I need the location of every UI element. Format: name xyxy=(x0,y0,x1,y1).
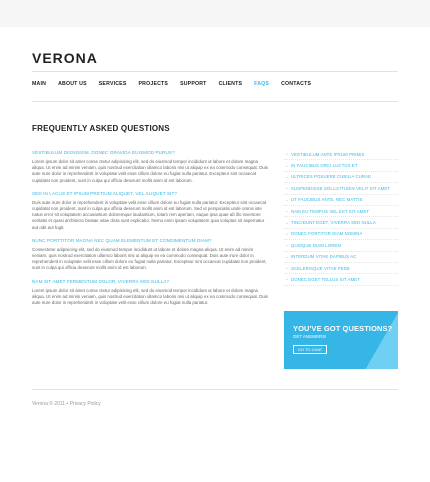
arrow-right-icon: → xyxy=(284,253,289,260)
arrow-right-icon: → xyxy=(284,265,289,272)
nav-services[interactable]: SERVICES xyxy=(98,81,127,87)
sidebar-link[interactable]: → DONEC FORTITOR DIAM NOMINA xyxy=(284,229,398,240)
top-bar xyxy=(0,0,430,27)
nav-faqs[interactable]: FAQS xyxy=(254,81,270,87)
arrow-right-icon: → xyxy=(284,185,289,192)
sidebar-link[interactable]: → SCELERISQUE VITAE PEDE xyxy=(284,263,398,274)
sidebar-link[interactable]: → QUISQUE DIAM LOREM xyxy=(284,240,398,251)
chat-promo-banner xyxy=(284,311,398,369)
page-title: FREQUENTLY ASKED QUESTIONS xyxy=(32,124,170,133)
nav-support[interactable]: SUPPORT xyxy=(180,81,207,87)
sidebar-links xyxy=(284,149,398,286)
arrow-right-icon: → xyxy=(284,208,289,215)
nav-contacts[interactable]: CONTACTS xyxy=(281,81,312,87)
footer-text[interactable]: Verona © 2011 • Privacy Policy xyxy=(32,401,101,407)
arrow-right-icon: → xyxy=(284,242,289,249)
divider xyxy=(32,101,398,102)
faq-list xyxy=(32,150,268,313)
sidebar-link[interactable]: → SUSPENDISSE SOLLICITUDIN VELIT SIT AMET xyxy=(284,183,398,194)
promo-stripe xyxy=(353,311,398,369)
arrow-right-icon: → xyxy=(284,219,289,226)
sidebar-link[interactable]: → INTERDUM VITAE DAPIBUS AC xyxy=(284,252,398,263)
arrow-right-icon: → xyxy=(284,151,289,158)
sidebar-link[interactable]: → UT FAUCIBUS ANTE, NEC MATTIS xyxy=(284,195,398,206)
go-to-chat-button[interactable]: GO TO CHAT xyxy=(293,345,327,354)
faq-answer: Lorem ipsum dolor sit amet conse ctetur adipisicing elit, sed do eiusmod tempor incididunt ut labore et dolore magna aliqua. Ut enim ad minim veniam, quis nostrud exercitation ullamco laboris nisi ut aliquip ex ea commodo consequat. Duis aute irure dolor in reprehenderit in voluptate velit esse cillum dolore eu fugiat nulla pariatur. Excepteur sint occaecat cupidatat non proident, sunt in culpa qui officia deserunt mollit anim id est laborum. xyxy=(32,159,268,183)
arrow-right-icon: → xyxy=(284,173,289,180)
nav-clients[interactable]: CLIENTS xyxy=(218,81,243,87)
site-logo[interactable]: VERONA xyxy=(32,50,98,66)
faq-answer: Consectetur adipisicing elit, sed do eiusmod tempor incididunt ut labore et dolore magna aliqua. Ut enim ad minim veniam, quis nostrud exercitation ullamco laboris nisi ut aliquip ex ea commodo consequat. Duis aute irure dolor in reprehenderit in voluptate velit esse cillum dolore eu fugiat nulla pariatur. Excepteur sint occaecat cupidatat non proident, sunt in culpa qui officia deserunt mollit anim id est laborum. xyxy=(32,246,267,271)
sidebar-link[interactable]: → NAM EU TEMPUS VEL EST SIT AMET xyxy=(284,206,398,217)
nav-main[interactable]: MAIN xyxy=(32,81,47,87)
nav-projects[interactable]: PROJECTS xyxy=(138,81,169,87)
sidebar-link[interactable]: → DONEC EGET TELLUS SIT AMET xyxy=(284,274,398,285)
faq-answer: Duis aute irure dolor in reprehenderit in voluptate velit esse cillum dolore eu fugiat nulla pariatur. Excepteur sint occaecat cupidatat non proident, sunt in culpa qui officia deserunt mollit anim id est laborum. Sed ut perspiciatis unde omnis iste natus error sit voluptatem accusantium doloremque laudantium, totam rem aperiam, eaque ipsa quae ab illo inventore veritatis et quasi architecto beatae vitae dicta sunt explicabo. Nemo enim ipsam voluptatem quia voluptas sit aspernatur aut odit aut fugit. xyxy=(32,199,267,230)
arrow-right-icon: → xyxy=(284,230,289,237)
faq-answer: Lorem ipsum dolor sit amet conse ctetur adipisicing elit, sed do eiusmod tempor incididunt ut labore et dolore magna aliqua. Ut enim ad minim veniam, quis nostrud exercitation ullamco laboris nisi ut aliquip ex ea commodo consequat. Duis aute irure dolor in reprehenderit in voluptate velit esse cillum dolore eu fugiat nulla pariatur. xyxy=(32,287,268,306)
faq-question[interactable]: SED IN LACUS ET IPSUM PRETIUM ALIQUET, VEL ALIQUET SIT? xyxy=(32,190,178,196)
arrow-right-icon: → xyxy=(284,162,289,169)
arrow-right-icon: → xyxy=(284,276,289,283)
divider xyxy=(32,389,398,390)
arrow-right-icon: → xyxy=(284,196,289,203)
sidebar-link[interactable]: → ULTRICES POSUERE CUBILIA CURAE xyxy=(284,172,398,183)
promo-headline: YOU'VE GOT QUESTIONS? xyxy=(293,324,393,333)
sidebar-link[interactable]: → VESTIBULUM ANTE IPSUM PRIMIS xyxy=(284,149,398,160)
promo-subline: GET ANSWERS! xyxy=(293,334,327,339)
divider xyxy=(32,71,398,72)
sidebar-link[interactable]: → IN FAUCIBUS ORCI LUCTUS ET xyxy=(284,160,398,171)
faq-question[interactable]: NUNC PORTTITOR MAGNA NEC QUAM ELEMENTUM ET CONDIMENTUM DIAM? xyxy=(32,237,212,243)
nav-about-us[interactable]: ABOUT US xyxy=(58,81,87,87)
sidebar-link[interactable]: → TINCIDUNT EGET, VIVERRA SED NULLA xyxy=(284,217,398,228)
faq-question[interactable]: NAM SIT AMET FERMENTUM DOLOR, VIVERRA SED NULLA? xyxy=(32,278,170,284)
faq-question[interactable]: VESTIBULUM DIGNISSIM, DONEC GRAVIDA EUISMOD PURUS? xyxy=(32,150,175,155)
main-nav xyxy=(32,81,323,87)
